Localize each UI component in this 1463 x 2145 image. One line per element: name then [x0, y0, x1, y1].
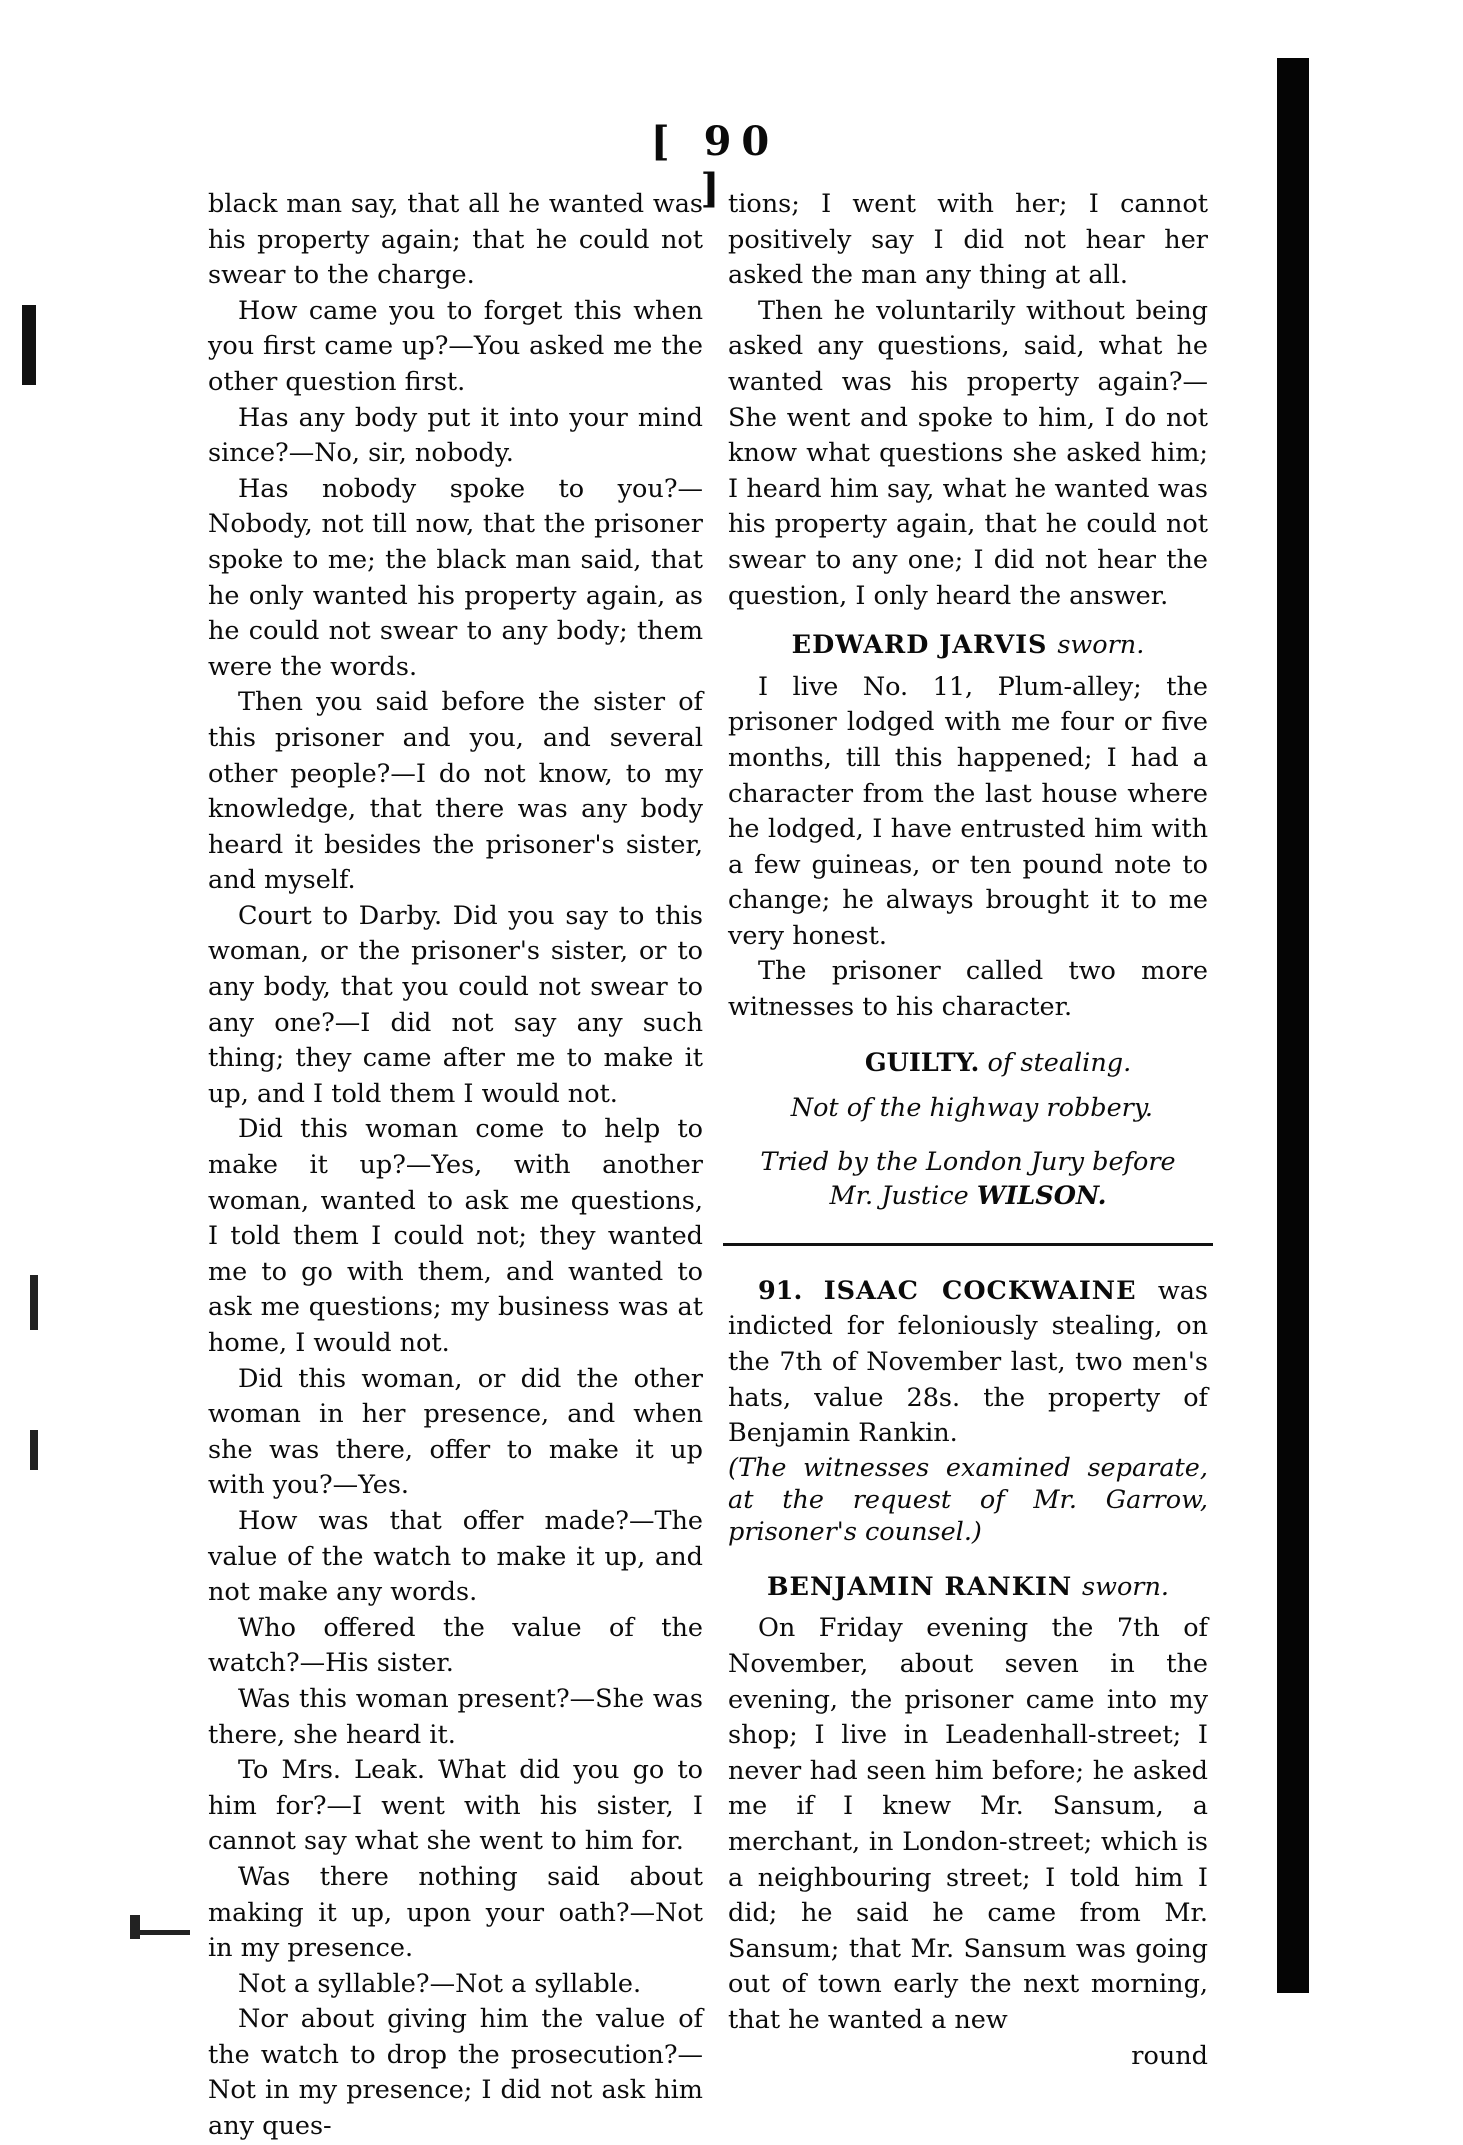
paragraph: Did this woman, or did the other woman in her presence, and when she was there, offer to make it up with you?—Yes.	[208, 1363, 703, 1501]
scan-speck	[30, 1275, 38, 1330]
paragraph: tions; I went with her; I cannot positively say I did not hear her asked the man any thing at all.	[728, 189, 1208, 291]
verdict	[728, 1046, 1208, 1127]
paragraph: Has nobody spoke to you?—Nobody, not till now, that the prisoner spoke to me; the black man said, that he only wanted his property again, as he could not swear to any body; them were the words.	[208, 473, 703, 682]
verdict-guilty-line	[728, 1046, 1208, 1082]
left-column	[208, 187, 703, 2145]
paragraph: The prisoner called two more witnesses to his character.	[728, 956, 1208, 1023]
witness-heading	[728, 628, 1208, 664]
scan-speck	[130, 1915, 140, 1939]
paragraph: How came you to forget this when you first came up?—You asked me the other question first.	[208, 295, 703, 397]
paragraph: black man say, that all he wanted was his property again; that he could not swear to the charge.	[208, 189, 703, 291]
paragraph: Not a syllable?—Not a syllable.	[238, 1968, 642, 1999]
paragraph: Did this woman come to help to make it up?—Yes, with another woman, wanted to ask me questions, I told them I could not; they wanted me to go with them, and wanted to ask me questions; my business was at home, I would not.	[208, 1114, 703, 1358]
verdict-guilty-of: of stealing.	[987, 1047, 1132, 1078]
case-defendant: ISAAC COCKWAINE	[823, 1275, 1137, 1306]
paragraph: How was that offer made?—The value of the watch to make it up, and not make any words.	[208, 1505, 703, 1608]
verdict-not-line: Not of the highway robbery.	[790, 1093, 1153, 1124]
paragraph: Then you said before the sister of this prisoner and you, and several other people?—I do not know, to my knowledge, that there was any body heard it besides the prisoner's sister, and myself.	[208, 687, 703, 896]
paragraph: Then he voluntarily without being asked any questions, said, what he wanted was his property again?—She went and spoke to him, I do not know what questions she asked him; I heard him say, what he wanted was his property again, that he could not swear to any one; I did not hear the question, I only heard the answer.	[728, 295, 1208, 611]
tried-judge-line	[728, 1179, 1208, 1213]
paragraph: On Friday evening the 7th of November, about seven in the evening, the prisoner came into my shop; I live in Leadenhall-street; I never had seen him before; he asked me if I knew Mr. Sansum, a merchant, in London-street; which is a neighbouring street; I told him I did; he said he came from Mr. Sansum; that Mr. Sansum was going out of town early the next morning, that he wanted a new	[728, 1613, 1208, 2035]
case-note: (The witnesses examined separate, at the request of Mr. Garrow, prisoner's counsel.)	[728, 1452, 1208, 1547]
scan-speck	[30, 1430, 38, 1470]
catchword: round	[1131, 2040, 1208, 2071]
sworn-label: sworn.	[1057, 630, 1145, 661]
paragraph: Has any body put it into your mind since?—No, sir, nobody.	[208, 402, 703, 469]
paragraph: Who offered the value of the watch?—His sister.	[208, 1612, 703, 1679]
verdict-guilty: GUILTY.	[864, 1047, 980, 1078]
case-number: 91.	[758, 1275, 803, 1306]
scan-speck	[140, 1930, 190, 1935]
page-number: [ 90 ]	[650, 118, 780, 212]
witness-heading	[728, 1570, 1208, 1606]
case-paragraph	[728, 1274, 1208, 1452]
section-divider	[723, 1243, 1213, 1246]
witness-name: EDWARD JARVIS	[791, 630, 1048, 661]
paragraph: To Mrs. Leak. What did you go to him for?—I went with his sister, I cannot say what she went to him for.	[208, 1755, 703, 1857]
paragraph: Was this woman present?—She was there, she heard it.	[208, 1683, 703, 1750]
paragraph: I live No. 11, Plum-alley; the prisoner lodged with me four or five months, till this happened; I had a character from the last house where he lodged, I have entrusted him with a few guineas, or ten pound note to change; he always brought it to me very honest.	[728, 671, 1208, 951]
paragraph: Court to Darby. Did you say to this woman, or the prisoner's sister, or to any body, that you could not swear to any one?—I did not say any such thing; they came after me to make it up, and I told them I would not.	[208, 900, 703, 1109]
scan-binding-mark	[22, 305, 36, 385]
paragraph: Nor about giving him the value of the watch to drop the prosecution?—Not in my presence; I did not ask him any ques-	[208, 2004, 703, 2142]
judge-title: Mr. Justice	[829, 1180, 969, 1211]
sworn-label: sworn.	[1082, 1571, 1170, 1602]
right-column	[728, 187, 1208, 2074]
tried-by	[728, 1145, 1208, 1213]
paragraph: Was there nothing said about making it up, upon your oath?—Not in my presence.	[208, 1861, 703, 1964]
case-text: was indicted for feloniously stealing, on the 7th of November last, two men's hats, value 28s. the property of Benjamin Rankin.	[728, 1275, 1209, 1449]
tried-line: Tried by the London Jury before	[760, 1146, 1176, 1177]
witness-name: BENJAMIN RANKIN	[766, 1571, 1073, 1602]
scan-edge-shadow	[1277, 58, 1309, 1993]
judge-name: WILSON.	[976, 1180, 1107, 1211]
